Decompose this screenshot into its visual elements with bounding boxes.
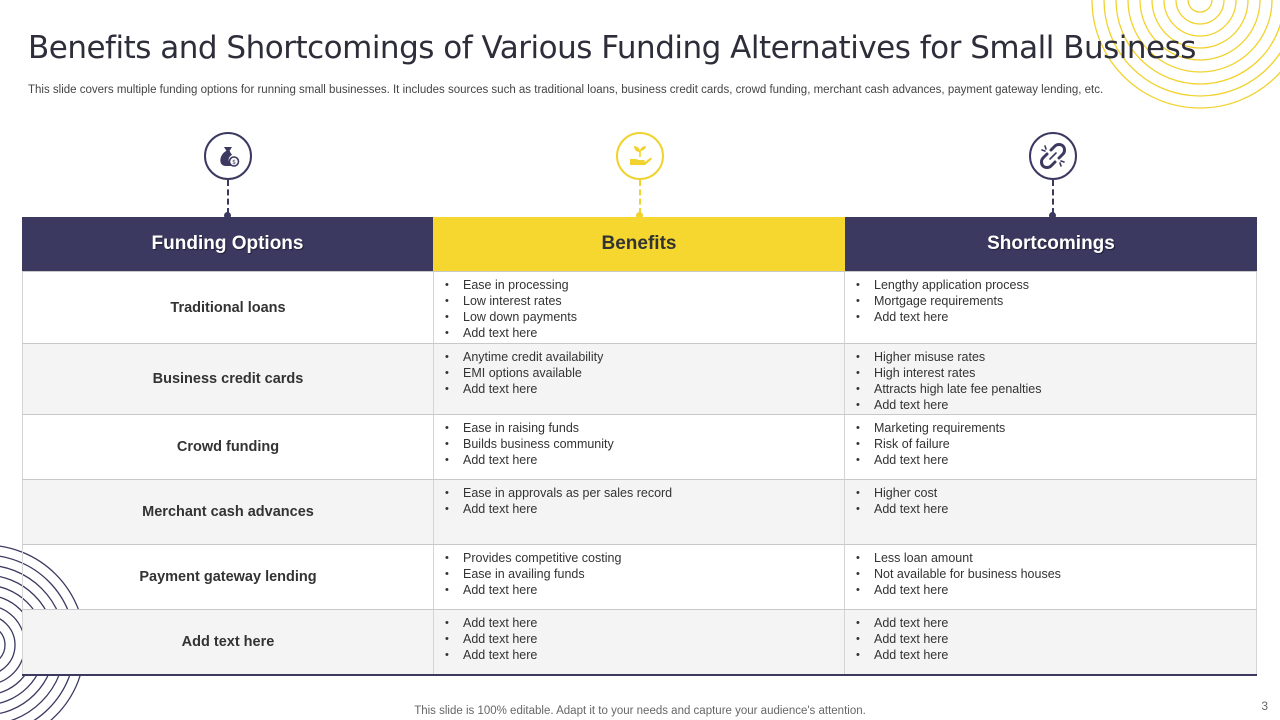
funding-option-cell: Merchant cash advances (22, 480, 433, 544)
benefit-item: • Ease in raising funds (442, 420, 844, 436)
funding-option-cell: Traditional loans (22, 272, 433, 343)
benefit-item: • Add text here (442, 582, 844, 598)
benefit-item: • Add text here (442, 647, 844, 663)
shortcoming-item: • High interest rates (853, 365, 1256, 381)
shortcoming-item: • Less loan amount (853, 550, 1256, 566)
benefits-cell (433, 272, 845, 343)
benefits-cell (433, 610, 845, 674)
benefit-item: • Provides competitive costing (442, 550, 844, 566)
shortcomings-cell (845, 545, 1257, 609)
svg-text:$: $ (232, 159, 236, 166)
funding-option-cell: Payment gateway lending (22, 545, 433, 609)
shortcomings-cell (845, 415, 1257, 479)
plant-hand-icon (616, 132, 664, 180)
benefit-item: • Low interest rates (442, 293, 844, 309)
shortcoming-item: • Add text here (853, 309, 1256, 325)
shortcoming-item: • Higher misuse rates (853, 349, 1256, 365)
funding-option-cell: Crowd funding (22, 415, 433, 479)
funding-comparison-table (22, 217, 1257, 676)
table-row (22, 414, 1257, 479)
benefit-item: • Low down payments (442, 309, 844, 325)
shortcoming-item: • Lengthy application process (853, 277, 1256, 293)
header-benefits: Benefits (433, 217, 845, 271)
table-row (22, 343, 1257, 414)
page-subtitle: This slide covers multiple funding options for running small businesses. It includes sources such as traditional loans, business credit cards, crowd funding, merchant cash advances, payment gateway lending, etc. (28, 84, 1104, 96)
shortcoming-item: • Higher cost (853, 485, 1256, 501)
funding-option-cell: Business credit cards (22, 344, 433, 414)
benefit-item: • Ease in processing (442, 277, 844, 293)
benefit-item: • Add text here (442, 501, 844, 517)
connector-line (639, 180, 641, 214)
benefit-item: • Anytime credit availability (442, 349, 844, 365)
table-row (22, 271, 1257, 343)
shortcoming-item: • Add text here (853, 501, 1256, 517)
benefits-icon-group (616, 132, 664, 180)
benefit-item: • Add text here (442, 452, 844, 468)
page-title: Benefits and Shortcomings of Various Funding Alternatives for Small Business (28, 30, 1196, 66)
page-number: 3 (1261, 699, 1268, 713)
shortcoming-item: • Add text here (853, 615, 1256, 631)
table-row (22, 479, 1257, 544)
benefit-item: • Add text here (442, 381, 844, 397)
table-row (22, 609, 1257, 674)
benefit-item: • Add text here (442, 631, 844, 647)
shortcomings-cell (845, 344, 1257, 414)
benefit-item: • Add text here (442, 615, 844, 631)
header-funding-options: Funding Options (22, 217, 433, 271)
benefit-item: • Ease in availing funds (442, 566, 844, 582)
benefits-cell (433, 545, 845, 609)
benefits-cell (433, 480, 845, 544)
shortcomings-cell (845, 272, 1257, 343)
benefit-item: • EMI options available (442, 365, 844, 381)
header-shortcomings: Shortcomings (845, 217, 1257, 271)
shortcomings-icon-group (1029, 132, 1077, 180)
shortcoming-item: • Add text here (853, 452, 1256, 468)
funding-option-cell: Add text here (22, 610, 433, 674)
shortcomings-cell (845, 480, 1257, 544)
shortcomings-cell (845, 610, 1257, 674)
shortcoming-item: • Risk of failure (853, 436, 1256, 452)
shortcoming-item: • Not available for business houses (853, 566, 1256, 582)
benefit-item: • Ease in approvals as per sales record (442, 485, 844, 501)
footer-note: This slide is 100% editable. Adapt it to your needs and capture your audience's attention. (414, 705, 866, 717)
table-header (22, 217, 1257, 271)
benefit-item: • Builds business community (442, 436, 844, 452)
benefit-item: • Add text here (442, 325, 844, 341)
benefits-cell (433, 344, 845, 414)
shortcoming-item: • Mortgage requirements (853, 293, 1256, 309)
shortcoming-item: • Add text here (853, 631, 1256, 647)
broken-link-icon (1029, 132, 1077, 180)
connector-line (1052, 180, 1054, 214)
shortcoming-item: • Add text here (853, 397, 1256, 413)
money-bag-icon (204, 132, 252, 180)
table-row (22, 544, 1257, 609)
shortcoming-item: • Marketing requirements (853, 420, 1256, 436)
connector-line (227, 180, 229, 214)
shortcoming-item: • Attracts high late fee penalties (853, 381, 1256, 397)
funding-options-icon-group (204, 132, 252, 180)
shortcoming-item: • Add text here (853, 647, 1256, 663)
benefits-cell (433, 415, 845, 479)
shortcoming-item: • Add text here (853, 582, 1256, 598)
